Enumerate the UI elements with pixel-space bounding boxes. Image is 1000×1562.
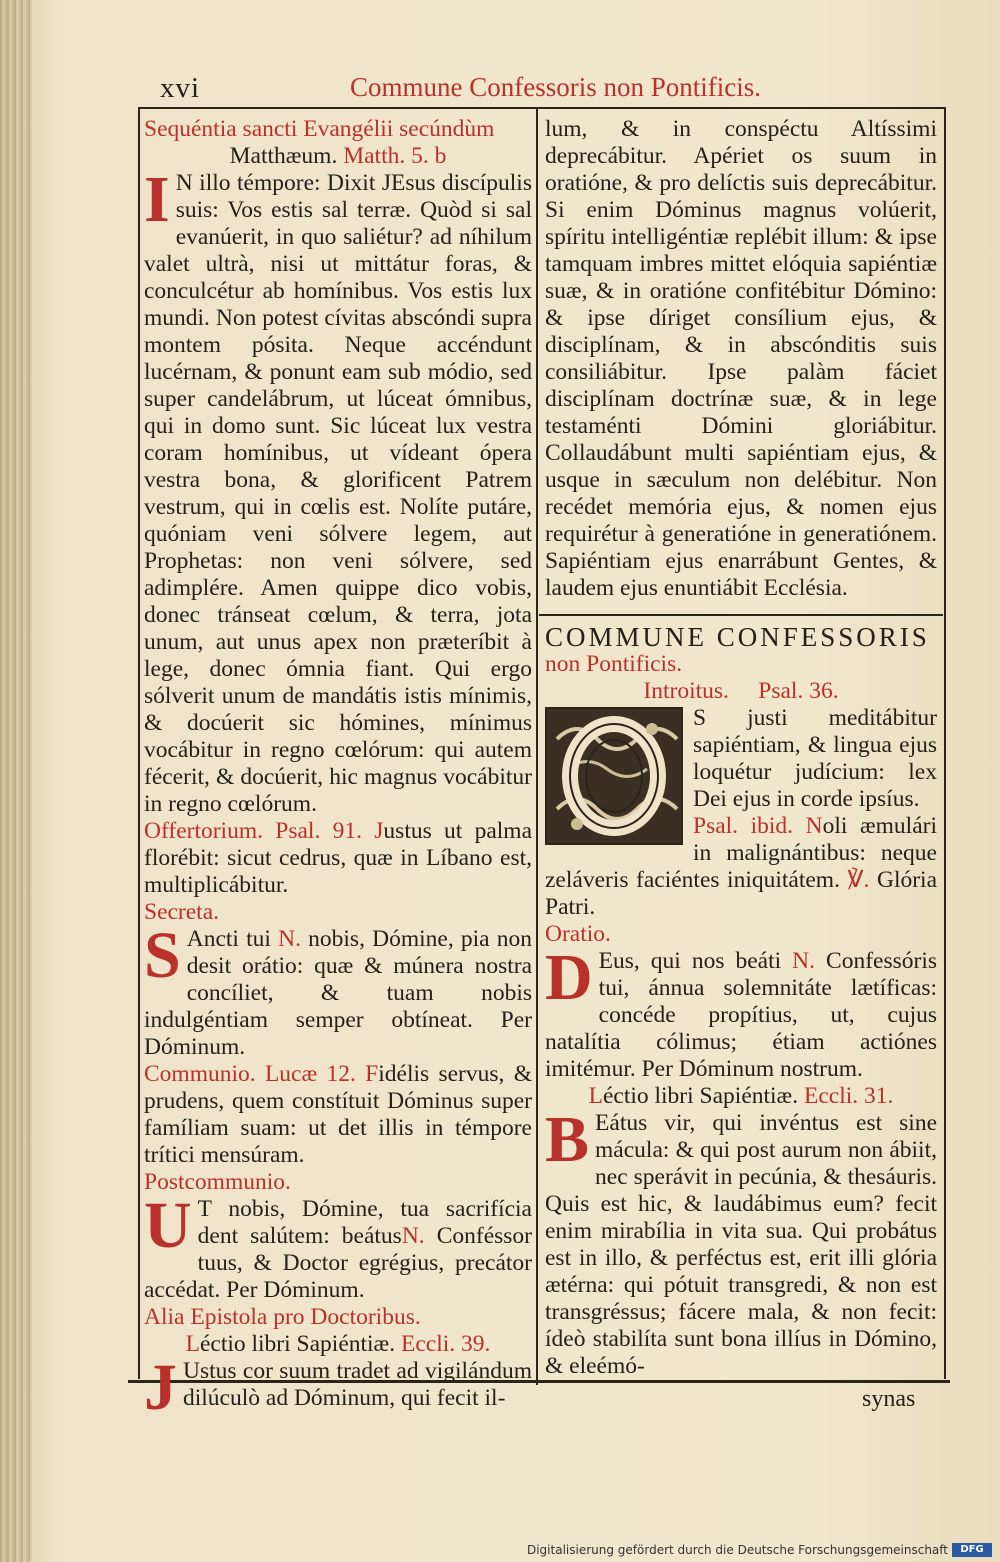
versicle-sign: ℣.	[847, 867, 870, 893]
continued-epistle: lum, & in conspéctu Altíssimi deprecábitur. Apériet os suum in oratióne, & pro delíctis suis deprecábitur. Si enim Dóminus magnus volúerit, spíritu intelligéntiæ replébit illum: & ipse tamquam imbres mittet elóquia sapiéntiæ suæ, & in oratióne confitébitur Dómino: & ipse díriget consílium ejus, & disciplínam, & in abscónditis suis consiliábitur. Ipse palàm fáciet disciplínam doctrínæ suæ, & in lege testaménti Dómini gloriábitur. Collaudábunt multi sapiéntiam ejus, & usque in sæculum non delébitur. Non recédet memória ejus, & nomen ejus requirétur à generatióne in generatiónem. Sapiéntiam ejus enarrábunt Gentes, & laudem ejus enuntiábit Ecclésia.	[545, 116, 937, 601]
introit-text	[545, 705, 937, 813]
offertory-label: Offertorium. Psal. 91.	[144, 818, 362, 844]
gospel-heading-line2	[144, 143, 532, 170]
epistle-body: Ustus cor suum tradet ad vigilándum dilúculò ad Dóminum, qui fecit il-	[183, 1358, 532, 1411]
gloria-patri: Glória Patri.	[545, 867, 938, 920]
gospel-heading-line1: Sequéntia sancti Evangélii secúndùm	[144, 116, 495, 142]
gospel-reference: Matth. 5. b	[343, 143, 447, 169]
secret-name-marker: N.	[278, 926, 301, 952]
epistle-initial: J	[144, 1351, 177, 1424]
offertory-initial: J	[374, 818, 384, 844]
lectio-ref-left: Eccli. 39.	[400, 1331, 491, 1357]
oratio-prayer	[545, 941, 938, 1083]
dfg-logo-icon: DFG	[952, 1543, 992, 1557]
gospel-initial: I	[144, 163, 170, 236]
right-column	[545, 116, 937, 1380]
catchword: synas	[862, 1386, 916, 1412]
epistle-text	[144, 1351, 532, 1424]
digitization-footer	[0, 1540, 1000, 1562]
communion-text: idélis servus, & prudens, quem constítuit Dóminus super famíliam suam: ut det illis in témpore trítici mensúram.	[144, 1061, 532, 1168]
secret-initial: S	[144, 919, 181, 992]
postcommunion-initial: U	[144, 1189, 192, 1262]
alia-epistola-label: Alia Epistola pro Doctoribus.	[144, 1304, 421, 1330]
lectio-heading-left	[144, 1331, 532, 1358]
oratio-label: Oratio.	[545, 921, 611, 947]
ornamental-initial-graphic	[547, 709, 681, 843]
lectio-heading-right	[545, 1083, 937, 1110]
left-column	[144, 116, 533, 1424]
folio-number: xvi	[160, 72, 201, 104]
binding-edge	[0, 0, 32, 1562]
section-title: COMMUNE CONFESSORIS	[545, 622, 930, 652]
oratio-text-1: Eus, qui nos beáti	[598, 948, 782, 974]
gospel-evangelist: Matthæum.	[229, 143, 338, 169]
introit-ref: Psal. 36.	[758, 678, 839, 704]
gospel-text	[144, 163, 532, 818]
gospel-body: N illo témpore: Dixit JEsus discípulis suis: Vos estis sal terræ. Quòd si sal evanúerit, in quo saliétur? ad níhilum valet ultrà, nisi ut mittátur foras, & conculcétur ab homínibus. Vos estis lux mundi. Non potest cívitas abscóndi supra montem pósita. Neque accéndunt lucérnam, & ponunt eam sub módio, sed super candelábrum, ut lúceat ómnibus, qui in domo sunt. Sic lúceat lux vestra coram homínibus, ut vídeant ópera vestra bona, & glorificent Patrem vestrum, qui in cœlis est. Nolíte putáre, quóniam veni sólvere legem, aut Prophetas: non veni sólvere, sed adimplére. Amen quippe dico vobis, donec tránseat cœlum, & terra, jota unum, aut unus apex non præteríbit à lege, donec ómnia fiant. Qui ergo sólverit unum de mandátis istis mínimis, & docúerit sic hómines, mínimus vocábitur in regno cœlórum: qui autem fécerit, & docúerit, hic magnus vocábitur in regno cœlórum.	[144, 170, 532, 817]
postcommunion-label: Postcommunio.	[144, 1169, 291, 1195]
introit-body: S justi meditábitur sapiéntiam, & lingua ejus loquétur judícium: lex Dei ejus in corde ipsíus.	[693, 705, 937, 812]
gospel-heading	[144, 116, 532, 143]
oratio-initial: D	[545, 941, 593, 1014]
footer-credit: Digitalisierung gefördert durch die Deutsche Forschungsgemeinschaft	[526, 1543, 948, 1557]
psalm-ibid-label: Psal. ibid. N	[693, 813, 823, 839]
offertory-text: ustus ut palma florébit: sicut cedrus, quæ in Líbano est, multiplicábitur.	[144, 818, 532, 898]
ornamental-initial-O	[545, 707, 683, 845]
communion	[144, 1061, 532, 1169]
communion-label: Communio. Lucæ 12. F	[144, 1061, 379, 1087]
postcommunion-text-2: Conféssor tuus, & Doctor egrégius, precátor accédat. Per Dóminum.	[144, 1223, 532, 1303]
offertory	[144, 818, 532, 899]
section-subtitle: non Pontificis.	[545, 651, 683, 677]
column-divider	[536, 107, 538, 1385]
lectio-initial-left: L	[185, 1331, 200, 1357]
lectio-text-left: éctio libri Sapiéntiæ.	[199, 1331, 396, 1357]
section-rule	[539, 614, 943, 616]
beatus-text	[545, 1103, 937, 1380]
postcommunion-prayer	[144, 1189, 532, 1304]
running-title: Commune Confessoris non Pontificis.	[350, 72, 761, 102]
psalm-ibid-text: oli æmulári in malignántibus: neque zeláveris faciéntes iniquitátem.	[545, 813, 937, 893]
secret-text-1: Ancti tui	[186, 926, 271, 952]
beatus-body: Eátus vir, qui invéntus est sine mácula: & qui post aurum non ábiit, nec sperávit in pecúnia, & thesáuris. Quis est hic, & laudábimus eum? fecit enim mirabília in vita sua. Qui probátus est in illo, & perféctus est, erit illi glória ætérna: qui pótuit transgredi, & non est transgréssus; fácere mala, & non fecit: ídeò stabilíta sunt bona illíus in Dómino, & eleémó-	[545, 1110, 937, 1379]
postcommunion-name-marker: N.	[401, 1223, 425, 1249]
secret-prayer	[144, 919, 533, 1061]
beatus-initial: B	[545, 1103, 590, 1176]
introit-heading	[545, 678, 937, 705]
postcommunion-text-1: T nobis, Dómine, tua sacrifícia dent salútem: beátus	[197, 1196, 532, 1249]
introit-label: Introitus.	[643, 678, 729, 704]
lectio-ref-right: Eccli. 31.	[803, 1083, 894, 1109]
oratio-name-marker: N.	[792, 948, 816, 974]
secret-label: Secreta.	[144, 899, 220, 925]
lectio-initial-right: L	[588, 1083, 603, 1109]
secret-text-2: nobis, Dómine, pia non desit orátio: quæ & múnera nostra concíliet, & tuam nobis indulgéntiam semper obtíneat. Per Dóminum.	[144, 926, 533, 1060]
oratio-text-2: Confessóris tui, ánnua solemnitáte lætíficas: concéde propítius, ut, cujus natalítia cólimus; étiam actiónes imitémur. Per Dóminum nostrum.	[545, 948, 938, 1082]
lectio-text-right: éctio libri Sapiéntiæ.	[602, 1083, 799, 1109]
running-head	[160, 72, 940, 108]
